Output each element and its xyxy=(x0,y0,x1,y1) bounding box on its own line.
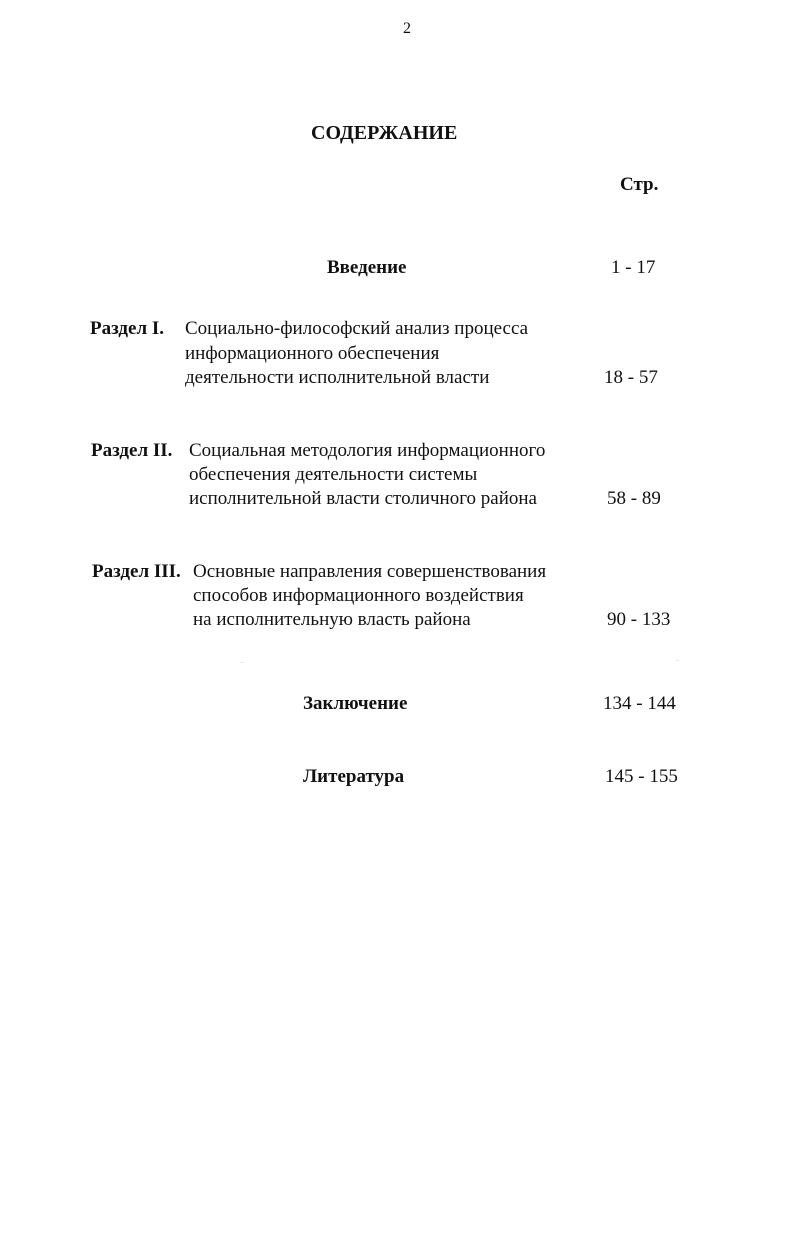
section-2-pages: 58 - 89 xyxy=(607,488,661,509)
scan-artifact xyxy=(240,662,244,663)
section-3-pages: 90 - 133 xyxy=(607,609,671,630)
section-2-line-3: исполнительной власти столичного района xyxy=(189,488,537,509)
section-1-line-3: деятельности исполнительной власти xyxy=(185,367,490,388)
intro-title: Введение xyxy=(327,257,407,278)
section-3-line-1: Основные направления совершенствования xyxy=(193,561,547,582)
section-1-label: Раздел I. xyxy=(90,318,164,339)
section-2-line-1: Социальная методология информационного xyxy=(189,440,546,461)
literature-title: Литература xyxy=(303,766,405,787)
conclusion-pages: 134 - 144 xyxy=(603,693,676,714)
literature-pages: 145 - 155 xyxy=(605,766,678,787)
conclusion-title: Заключение xyxy=(303,693,408,714)
section-3-label: Раздел III. xyxy=(92,561,181,582)
section-3-line-2: способов информационного воздействия xyxy=(193,585,524,606)
page-number: 2 xyxy=(403,20,411,37)
scan-artifact xyxy=(676,660,679,661)
intro-pages: 1 - 17 xyxy=(611,257,656,278)
section-2-line-2: обеспечения деятельности системы xyxy=(189,464,478,485)
section-1-pages: 18 - 57 xyxy=(604,367,658,388)
section-2-label: Раздел II. xyxy=(91,440,173,461)
section-3-line-3: на исполнительную власть района xyxy=(193,609,471,630)
document-title: СОДЕРЖАНИЕ xyxy=(311,122,458,144)
section-1-line-2: информационного обеспечения xyxy=(185,343,440,364)
page-column-header: Стр. xyxy=(620,174,659,195)
section-1-line-1: Социально-философский анализ процесса xyxy=(185,318,529,339)
